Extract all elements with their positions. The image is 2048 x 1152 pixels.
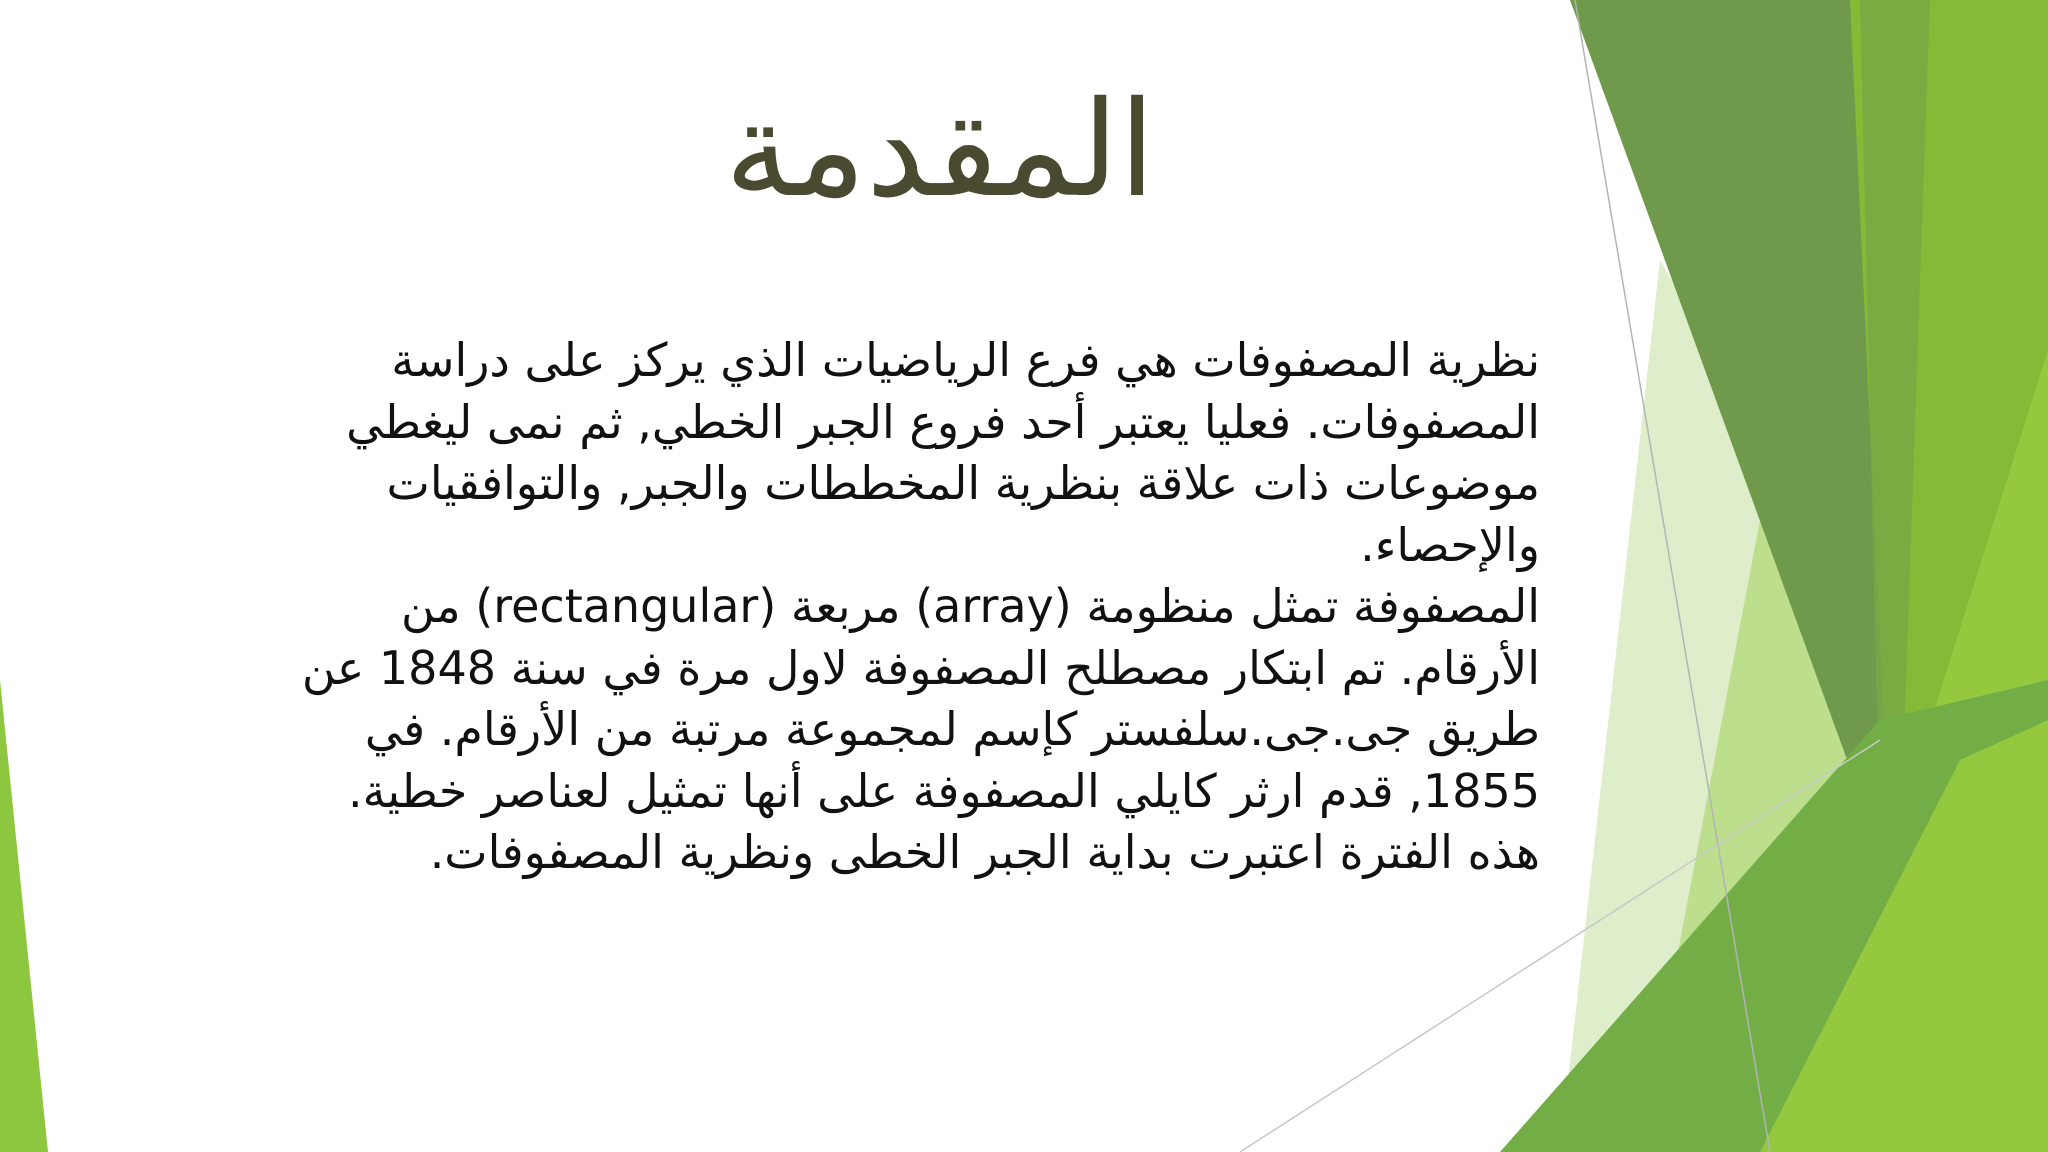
slide-body	[295, 330, 1540, 950]
body-paragraph-intro: نظرية المصفوفات هي فرع الرياضيات الذي يركز على دراسة المصفوفات. فعليا يعتبر أحد فروع الجبر الخطي, ثم نمى ليغطي موضوعات ذات علاقة بنظرية المخططات والجبر, والتوافقيات والإحصاء.	[346, 333, 1540, 572]
body-paragraph-history: المصفوفة تمثل منظومة (array) مربعة (rectangular) من الأرقام. تم ابتكار مصطلح المصفوفة لاول مرة في سنة 1848 عن طريق جى.جى.سلفستر كإسم لمجموعة مرتبة من الأرقام. في 1855, قدم ارثر كايلي المصفوفة على أنها تمثيل لعناصر خطية. هذه الفترة اعتبرت بداية الجبر الخطى ونظرية المصفوفات.	[301, 579, 1540, 879]
slide-title: المقدمة	[724, 73, 1156, 227]
left-edge-shape	[0, 680, 48, 1152]
